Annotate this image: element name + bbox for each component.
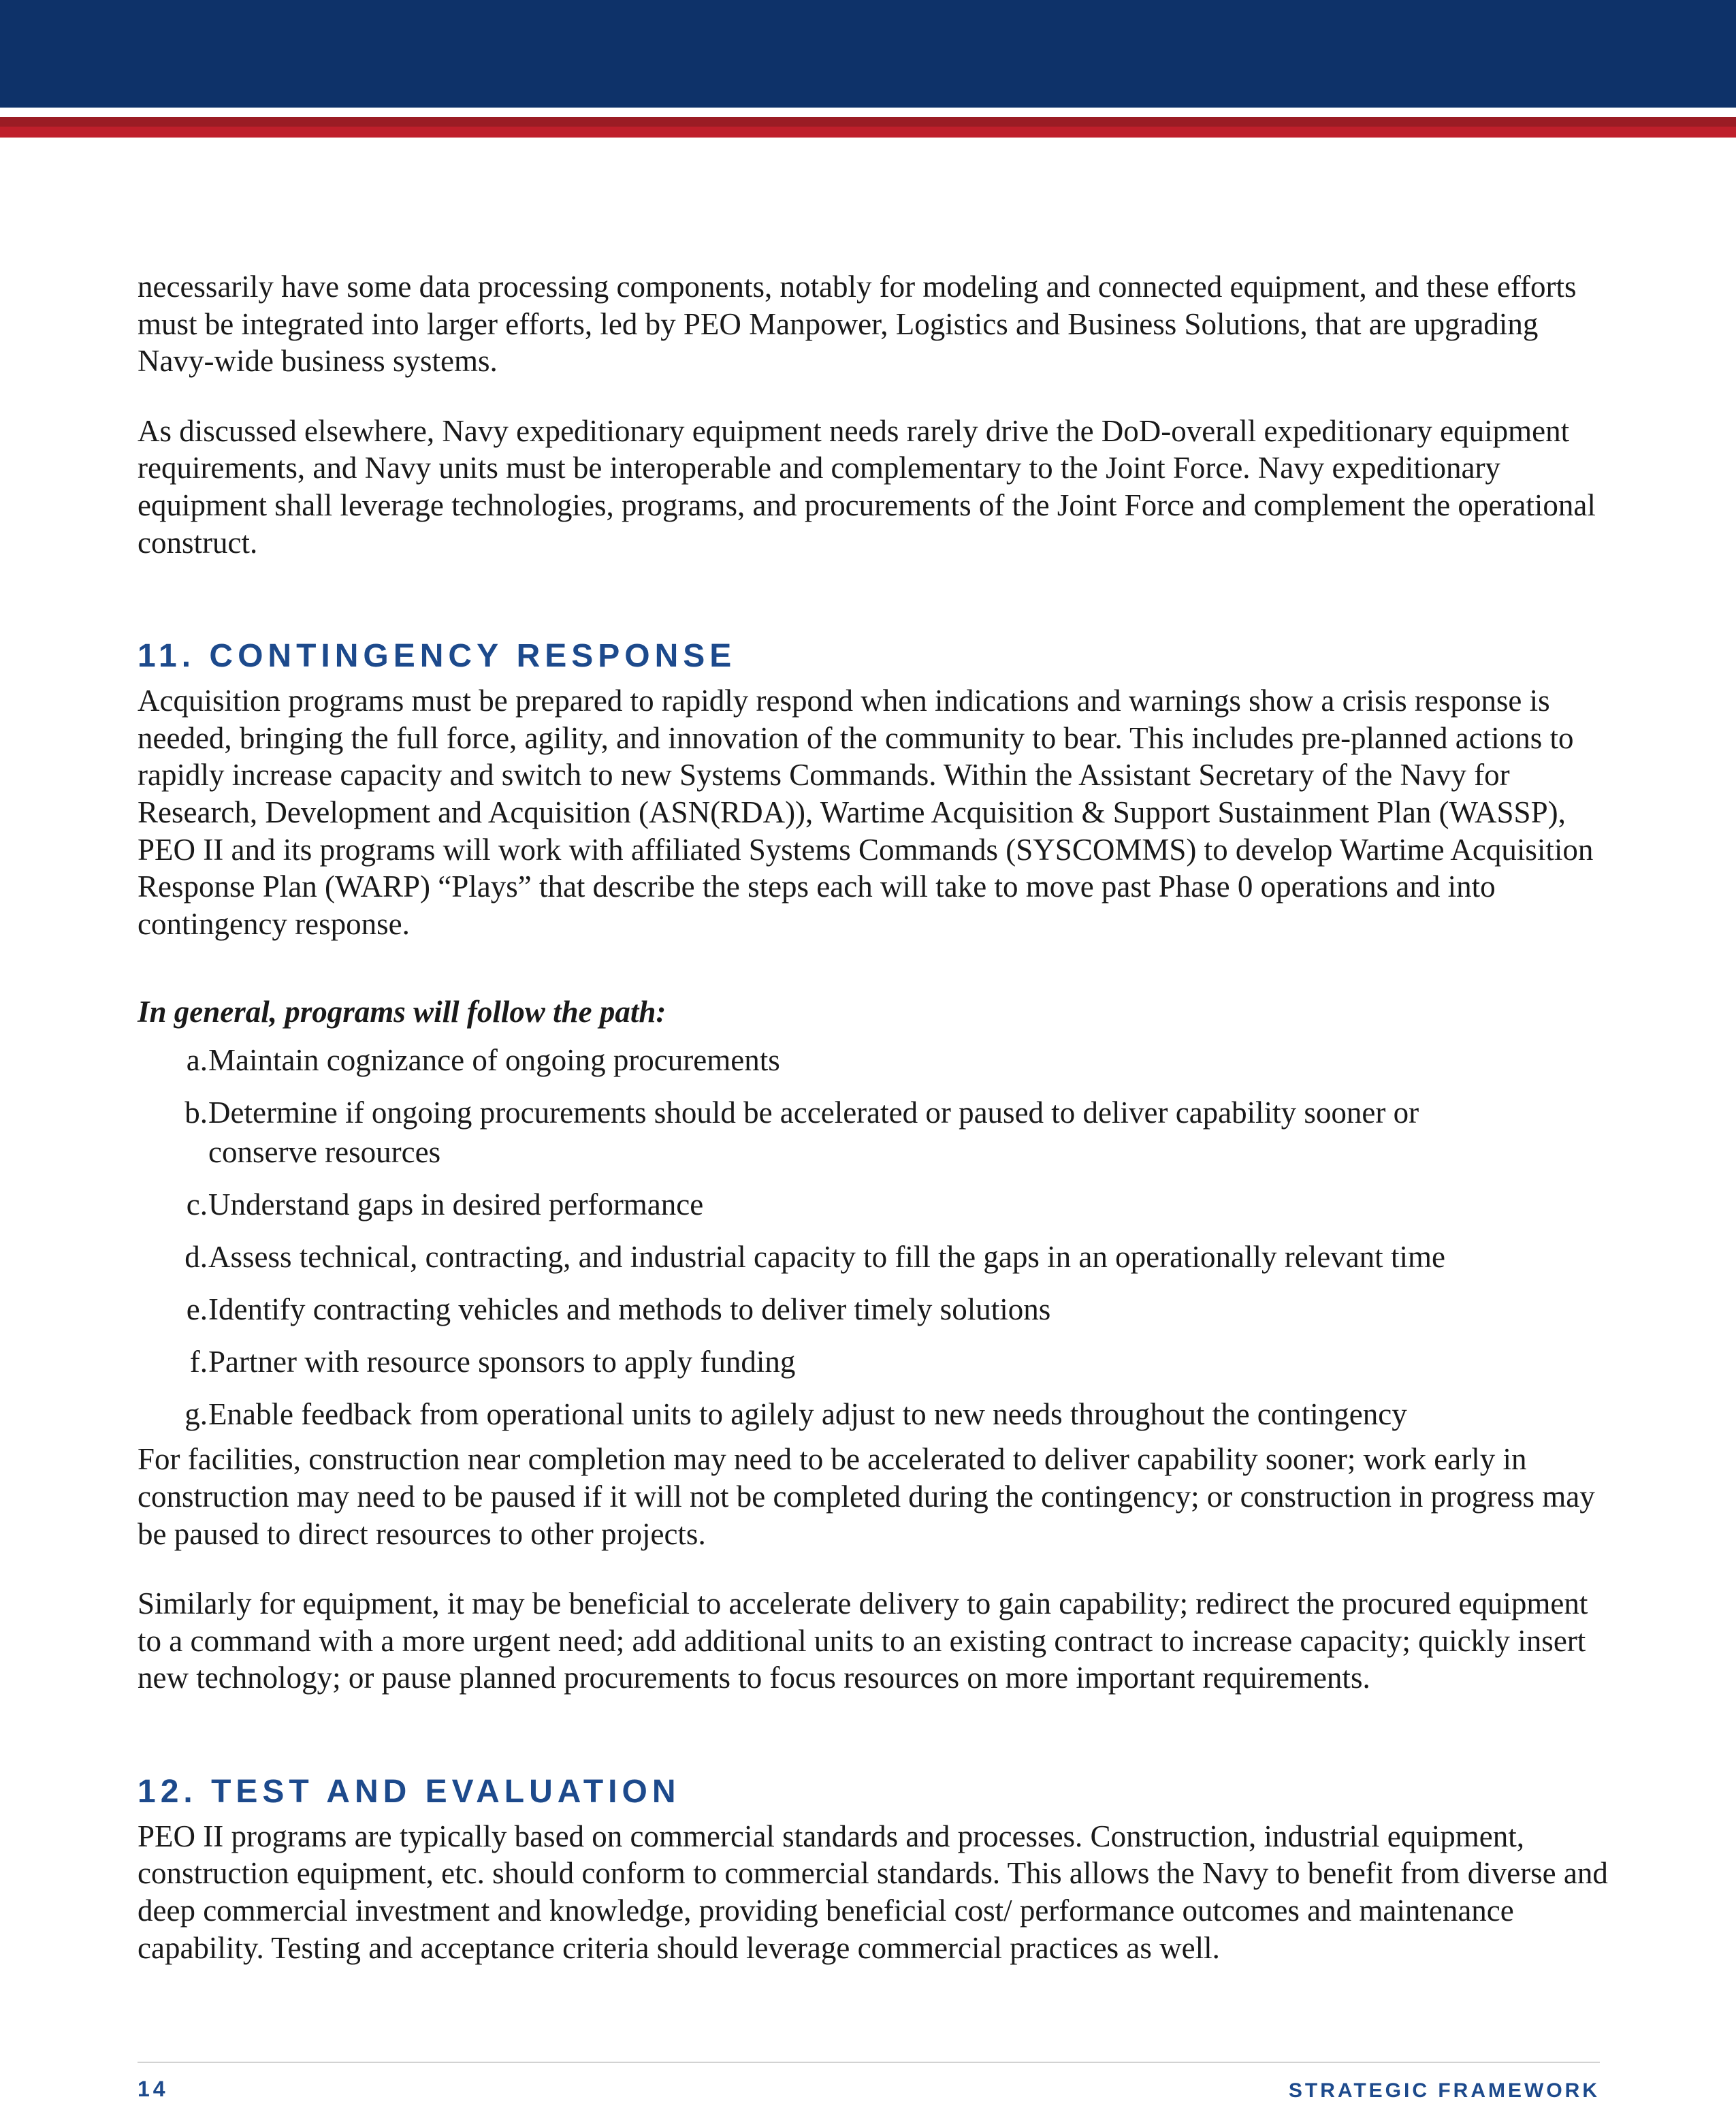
list-item: [138, 1342, 1608, 1381]
paragraph-contingency: Acquisition programs must be prepared to rapidly respond when indications and warnings show a crisis response is needed, bringing the full force, agility, and innovation of the community to bear. This includes pre-planned actions to rapidly increase capacity and switch to new Systems Commands. Within the Assistant Secretary of the Navy for Research, Development and Acquisition (ASN(RDA)), Wartime Acquisition & Support Sustainment Plan (WASSP), PEO II and its programs will work with affiliated Systems Commands (SYSCOMMS) to develop Wartime Acquisition Response Plan (WARP) “Plays” that describe the steps each will take to move past Phase 0 operations and into contingency response.: [138, 684, 1594, 941]
paragraph-facilities: For facilities, construction near completion may need to be accelerated to deliver capability sooner; work early in construction may need to be paused if it will not be completed during the contingency; or construction in progress may be paused to direct resources to other projects.: [138, 1442, 1595, 1551]
list-item: [138, 1185, 1608, 1224]
paragraph-joint-force: As discussed elsewhere, Navy expeditionary equipment needs rarely drive the DoD-overall expeditionary equipment requirements, and Navy units must be interoperable and complementary to the Joint Force. Navy expeditionary equipment shall leverage technologies, programs, and procurements of the Joint Force and complement the operational construct.: [138, 413, 1596, 560]
header-red-stripe: [0, 117, 1736, 127]
header-white-stripe: [0, 108, 1736, 117]
list-text: Partner with resource sponsors to apply funding: [208, 1345, 796, 1379]
list-item: [138, 1290, 1608, 1329]
list-letter: e.: [186, 1292, 208, 1327]
list-item: [138, 1394, 1608, 1434]
footer-document-title: STRATEGIC FRAMEWORK: [1288, 2079, 1600, 2102]
list-letter: g.: [184, 1397, 208, 1432]
header-navy-band: [0, 0, 1736, 108]
page-content: [138, 268, 1608, 1966]
list-item: [138, 1040, 1608, 1080]
path-list: [138, 1040, 1608, 1434]
section-heading-contingency: 11. CONTINGENCY RESPONSE: [138, 638, 737, 675]
footer-divider: [138, 2062, 1600, 2063]
list-text: Understand gaps in desired performance: [208, 1187, 704, 1222]
list-item: [138, 1237, 1608, 1277]
section-heading-test-evaluation: 12. TEST AND EVALUATION: [138, 1773, 681, 1810]
list-letter: a.: [186, 1043, 208, 1078]
path-intro: In general, programs will follow the path:: [138, 995, 666, 1029]
list-text: Assess technical, contracting, and industrial capacity to fill the gaps in an operationally relevant time: [208, 1240, 1445, 1275]
list-letter: d.: [184, 1240, 208, 1275]
list-text: Maintain cognizance of ongoing procurements: [208, 1043, 780, 1078]
paragraph-continued: necessarily have some data processing components, notably for modeling and connected equipment, and these efforts must be integrated into larger efforts, led by PEO Manpower, Logistics and Business Solutions, that are upgrading Navy-wide business systems.: [138, 270, 1577, 379]
list-letter: b.: [184, 1096, 208, 1130]
list-text: Identify contracting vehicles and methods to deliver timely solutions: [208, 1292, 1051, 1327]
paragraph-test-evaluation: PEO II programs are typically based on commercial standards and processes. Construction, industrial equipment, construction equipment, etc. should conform to commercial standards. This allows the Navy to benefit from diverse and deep commercial investment and knowledge, providing beneficial cost/ performance outcomes and maintenance capability. Testing and acceptance criteria should leverage commercial practices as well.: [138, 1819, 1608, 1965]
paragraph-equipment: Similarly for equipment, it may be beneficial to accelerate delivery to gain capability; redirect the procured equipment to a command with a more urgent need; add additional units to an existing contract to increase capacity; quickly insert new technology; or pause planned procurements to focus resources on more important requirements.: [138, 1586, 1588, 1695]
list-letter: c.: [186, 1187, 208, 1222]
page-number: 14: [138, 2077, 169, 2101]
list-text: Enable feedback from operational units to agilely adjust to new needs throughout the contingency: [208, 1397, 1407, 1432]
header-red-stripe-lower: [0, 127, 1736, 138]
list-letter: f.: [189, 1345, 208, 1379]
list-item: [138, 1093, 1608, 1172]
list-text: Determine if ongoing procurements should be accelerated or paused to deliver capability sooner or conserve resources: [208, 1096, 1419, 1170]
